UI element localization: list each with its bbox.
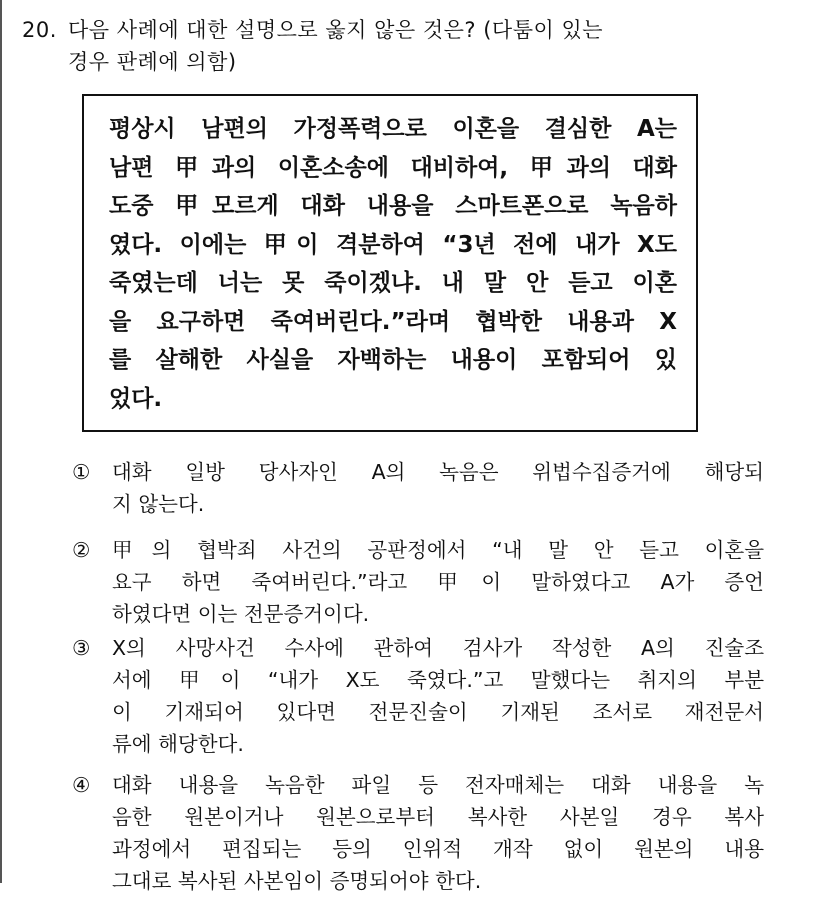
case-line: 였다. 이에는 甲이 격분하여 “3년 전에 내가 X도 [109, 231, 677, 258]
option-number: ④ [72, 773, 91, 797]
option-line: 하였다면 이는 전문증거이다. [112, 602, 370, 626]
option-line: X의 사망사건 수사에 관하여 검사가 작성한 A의 진술조 [112, 636, 764, 660]
case-box [82, 94, 698, 432]
option-number: ③ [72, 636, 91, 660]
option-number: ① [72, 460, 91, 484]
option-line: 요구 하면 죽여버린다.”라고 甲이 말하였다고 A가 증언 [112, 570, 764, 594]
page-left-border [0, 0, 2, 883]
option-line: 서에 甲이 “내가 X도 죽였다.”고 말했다는 취지의 부분 [112, 668, 764, 692]
question-number: 20. [22, 18, 57, 42]
option-line: 대화 일방 당사자인 A의 녹음은 위법수집증거에 해당되 [112, 460, 764, 484]
case-line: 죽였는데 너는 못 죽이겠냐. 내 말 안 듣고 이혼 [109, 270, 677, 296]
case-line: 을 요구하면 죽여버린다.”라며 협박한 내용과 X [109, 308, 677, 335]
option-line: 류에 해당한다. [112, 732, 244, 756]
answer-option-3[interactable] [72, 632, 764, 760]
answer-option-4[interactable] [72, 769, 764, 897]
answer-option-2[interactable] [72, 534, 764, 630]
question-line: 다음 사례에 대한 설명으로 옳지 않은 것은? (다툼이 있는 [68, 18, 604, 42]
case-line: 남편 甲과의 이혼소송에 대비하여, 甲과의 대화 [109, 154, 677, 181]
option-line: 대화 내용을 녹음한 파일 등 전자매체는 대화 내용을 녹 [112, 773, 764, 797]
option-line: 지 않는다. [112, 492, 205, 516]
case-line: 었다. [109, 385, 163, 412]
option-line: 음한 원본이거나 원본으로부터 복사한 사본일 경우 복사 [112, 805, 764, 829]
question-stem [22, 14, 603, 78]
option-line: 과정에서 편집되는 등의 인위적 개작 없이 원본의 내용 [112, 837, 764, 861]
option-line: 이 기재되어 있다면 전문진술이 기재된 조서로 재전문서 [112, 700, 764, 724]
option-number: ② [72, 538, 91, 562]
question-line: 경우 판례에 의함) [68, 50, 237, 74]
case-line: 도중 甲모르게 대화 내용을 스마트폰으로 녹음하 [109, 193, 677, 219]
case-line: 를 살해한 사실을 자백하는 내용이 포함되어 있 [109, 347, 677, 373]
option-line: 甲의 협박죄 사건의 공판정에서 “내 말 안 듣고 이혼을 [112, 538, 764, 562]
option-line: 그대로 복사된 사본임이 증명되어야 한다. [112, 869, 482, 893]
case-line: 평상시 남편의 가정폭력으로 이혼을 결심한 A는 [109, 116, 677, 142]
answer-option-1[interactable] [72, 456, 764, 520]
